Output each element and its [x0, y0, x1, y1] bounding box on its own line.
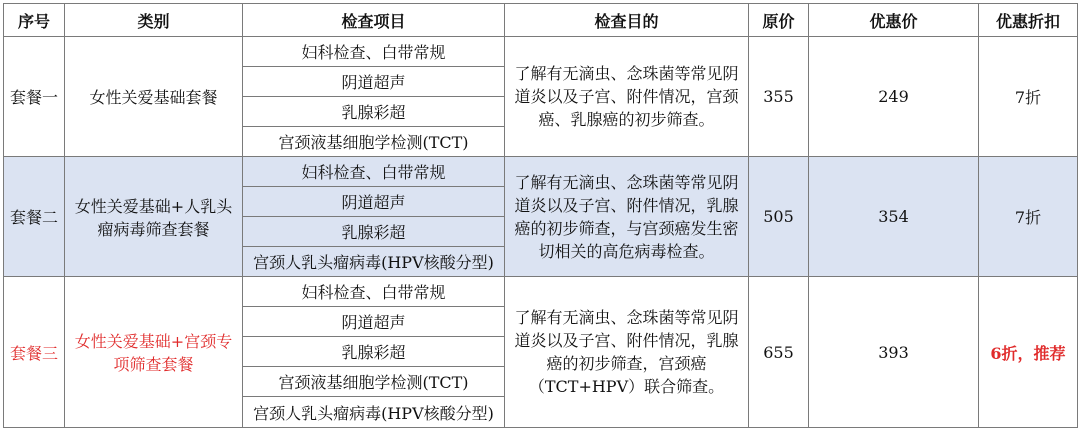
package-2-group [4, 157, 1078, 277]
package-item: 阴道超声 [243, 67, 505, 97]
purpose-line: 道炎以及子宫、附件情况，宫颈 [514, 87, 739, 106]
header-purpose: 检查目的 [505, 4, 749, 37]
package-item: 乳腺彩超 [243, 337, 505, 367]
category-line: 项筛查套餐 [113, 355, 194, 374]
discount-rate: 7折 [979, 37, 1078, 157]
package-item: 阴道超声 [243, 187, 505, 217]
table-row [4, 277, 1078, 307]
header-row [4, 4, 1078, 37]
header-category: 类别 [65, 4, 243, 37]
package-item: 乳腺彩超 [243, 217, 505, 247]
purpose-line: 了解有无滴虫、念珠菌等常见阴 [514, 64, 739, 83]
package-item: 妇科检查、白带常规 [243, 37, 505, 67]
category-line: 瘤病毒筛查套餐 [97, 219, 210, 239]
purpose-line: （TCT+HPV）联合筛查。 [528, 377, 725, 396]
discount-price: 393 [809, 277, 979, 428]
header-seq: 序号 [4, 4, 65, 37]
original-price: 655 [749, 277, 809, 428]
package-item: 妇科检查、白带常规 [243, 157, 505, 187]
table-row [4, 157, 1078, 187]
package-item: 乳腺彩超 [243, 97, 505, 127]
table-row [4, 37, 1078, 67]
package-category [65, 157, 243, 277]
discount-price: 249 [809, 37, 979, 157]
category-line: 女性关爱基础+人乳头 [74, 196, 233, 216]
category-line: 女性关爱基础+宫颈专 [74, 332, 233, 351]
package-item: 宫颈人乳头瘤病毒(HPV核酸分型) [243, 247, 505, 277]
package-1-group [4, 37, 1078, 157]
purpose-line: 切相关的高危病毒检查。 [538, 241, 715, 261]
package-3-group [4, 277, 1078, 428]
package-purpose [505, 37, 749, 157]
header-items: 检查项目 [243, 4, 505, 37]
package-item: 宫颈液基细胞学检测(TCT) [243, 367, 505, 397]
package-item: 阴道超声 [243, 307, 505, 337]
package-category: 女性关爱基础套餐 [65, 37, 243, 157]
original-price: 505 [749, 157, 809, 277]
header-discount-price: 优惠价 [809, 4, 979, 37]
package-purpose [505, 277, 749, 428]
discount-rate-recommended: 6折，推荐 [979, 277, 1078, 428]
package-item: 妇科检查、白带常规 [243, 277, 505, 307]
purpose-line: 癌的初步筛查，与宫颈癌发生密 [514, 218, 739, 238]
package-item: 宫颈人乳头瘤病毒(HPV核酸分型) [243, 397, 505, 428]
purpose-line: 癌的初步筛查，宫颈癌 [546, 354, 707, 373]
purpose-line: 了解有无滴虫、念珠菌等常见阴 [514, 308, 739, 327]
purpose-line: 道炎以及子宫、附件情况，乳腺 [514, 195, 739, 215]
purpose-line: 道炎以及子宫、附件情况，乳腺 [514, 331, 739, 350]
package-purpose [505, 157, 749, 277]
header-discount: 优惠折扣 [979, 4, 1078, 37]
package-seq: 套餐二 [4, 157, 65, 277]
package-category [65, 277, 243, 428]
package-seq: 套餐三 [4, 277, 65, 428]
package-seq: 套餐一 [4, 37, 65, 157]
original-price: 355 [749, 37, 809, 157]
package-table [3, 3, 1078, 428]
purpose-line: 了解有无滴虫、念珠菌等常见阴 [514, 172, 739, 192]
discount-rate: 7折 [979, 157, 1078, 277]
header-original-price: 原价 [749, 4, 809, 37]
package-item: 宫颈液基细胞学检测(TCT) [243, 127, 505, 157]
discount-price: 354 [809, 157, 979, 277]
purpose-line: 癌、乳腺癌的初步筛查。 [538, 110, 715, 129]
